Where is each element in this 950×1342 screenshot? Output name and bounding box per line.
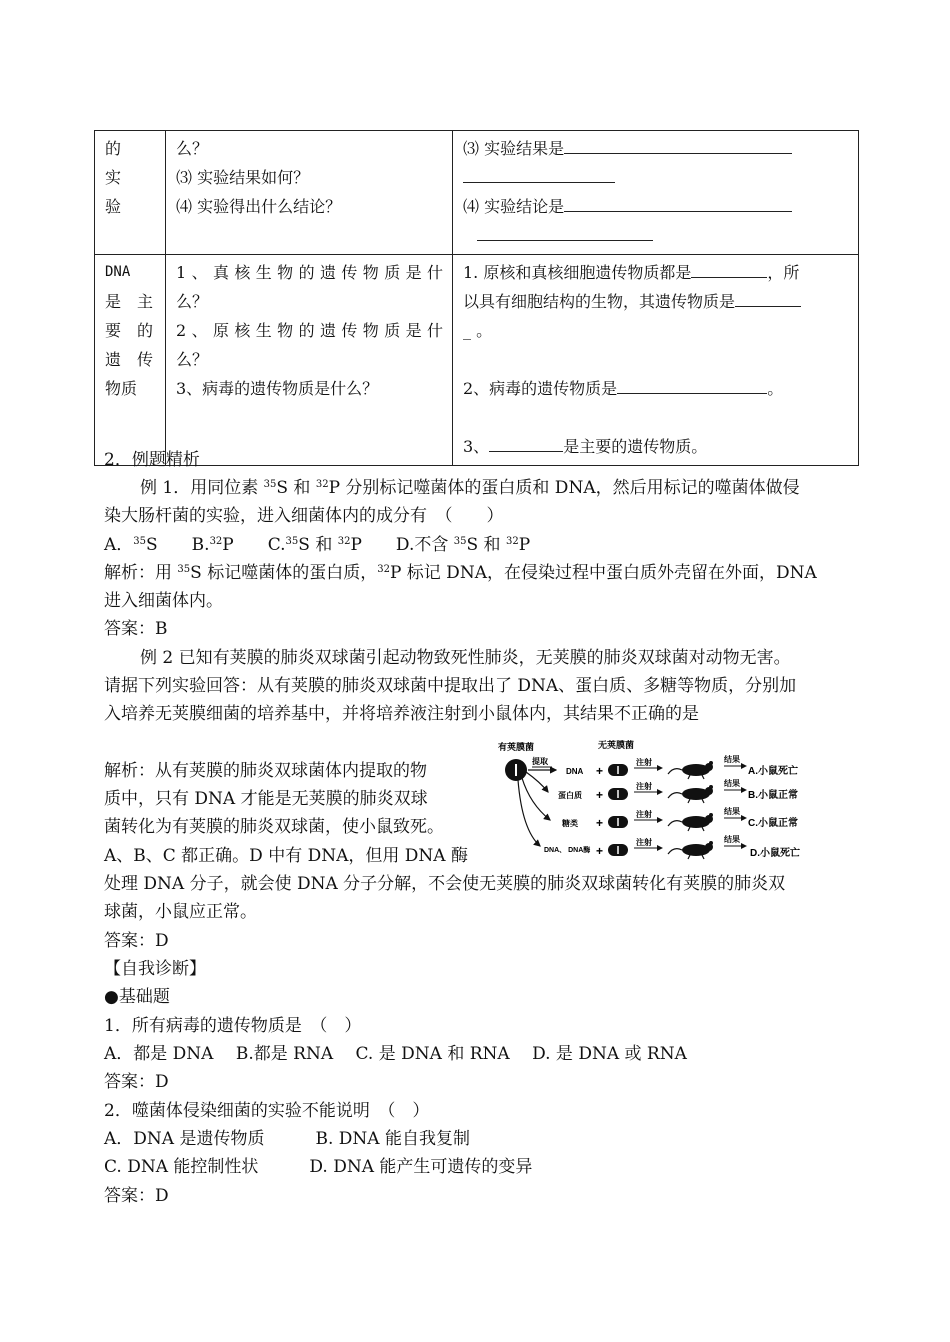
inject-label: 注射 [636, 782, 652, 791]
example-2-analysis: A、B、C 都正确。D 中有 DNA，但用 DNA 酶 [104, 846, 468, 866]
result-label: 结果 [724, 807, 740, 816]
answer-blank[interactable] [489, 432, 563, 452]
answer-blank[interactable] [477, 221, 653, 241]
question-2-answer: 答案：D [104, 1186, 169, 1206]
cell-text: 要 的 [105, 321, 154, 340]
table-row [95, 131, 859, 255]
example-1-analysis: 解析：用 $^{35}$S 标记噬菌体的蛋白质，$^{32}$P 标记 DNA，在侵染过程中蛋白质外壳留在外面，DNA [104, 563, 817, 583]
question-text: 2、原核生物的遗传物质是什 [176, 321, 443, 340]
section-title: 2．例题精析 [104, 450, 200, 470]
question-2-options: A．DNA 是遗传物质 B. DNA 能自我复制 [104, 1129, 470, 1149]
row-sugar [562, 806, 798, 831]
cell-text: 的 [105, 139, 122, 158]
fill-blank-text: 3、 [463, 437, 490, 456]
question-2: 2．噬菌体侵染细菌的实验不能说明 （ ） [104, 1101, 430, 1121]
row-protein [558, 778, 798, 803]
question-1-answer: 答案：D [104, 1072, 169, 1092]
question-text: 3、病毒的遗传物质是什么？ [176, 379, 379, 398]
result-label: 结果 [724, 755, 740, 764]
result-label: 结果 [724, 779, 740, 788]
answer-blank[interactable] [691, 258, 767, 278]
example-1-line: 染大肠杆菌的实验，进入细菌体内的成分有 （ ） [104, 506, 504, 526]
inject-label: 注射 [636, 810, 652, 819]
result-label: 结果 [724, 835, 740, 844]
answer-blank[interactable] [735, 287, 801, 307]
example-2-line: 入培养无荚膜细菌的培养基中，并将培养液注射到小鼠体内，其结果不正确的是 [104, 704, 699, 724]
example-2-analysis: 球菌，小鼠应正常。 [104, 902, 257, 922]
table-cell [166, 131, 453, 255]
table-cell [166, 255, 453, 466]
svg-text:+: + [596, 844, 604, 858]
question-text: 么？ [176, 139, 209, 158]
question-text: 么？ [176, 292, 209, 311]
example-2-analysis: 解析：从有荚膜的肺炎双球菌体内提取的物 [104, 761, 427, 781]
result-text: B.小鼠正常 [748, 790, 798, 801]
inject-label: 注射 [636, 838, 652, 847]
result-text: D.小鼠死亡 [750, 848, 800, 859]
svg-text:+: + [596, 764, 604, 778]
substance-label: DNA、 DNA酶 [544, 847, 591, 854]
substance-label: 糖类 [562, 819, 578, 828]
fill-blank-text: ，所 [767, 263, 800, 282]
question-text: ⑷ 实验得出什么结论？ [176, 197, 342, 216]
top-label: 无荚膜菌 [598, 740, 635, 750]
basic-section-title: ●基础题 [104, 987, 170, 1007]
example-2-analysis: 处理 DNA 分子，就会使 DNA 分子分解，不会使无荚膜的肺炎双球菌转化有荚膜的肺炎双 [104, 874, 786, 894]
example-1-options: A．$^{35}$S B.$^{32}$P C.$^{35}$S 和 $^{32}$P D.不含 $^{35}$S 和 $^{32}$P [104, 535, 531, 555]
example-2-answer: 答案：D [104, 931, 169, 951]
svg-text:+: + [596, 816, 604, 830]
row-dna-enzyme [544, 834, 800, 859]
experiment-figure [496, 740, 830, 864]
example-1-answer: 答案：B [104, 619, 168, 639]
fill-blank-text: ⑶ 实验结果是 [463, 139, 565, 158]
fill-blank-text: 。 [767, 379, 784, 398]
fill-blank-text: 是主要的遗传物质。 [563, 437, 708, 456]
substance-label: DNA [566, 767, 584, 776]
fill-blank-text: 以具有细胞结构的生物，其遗传物质是 [463, 292, 736, 311]
example-2-analysis: 质中，只有 DNA 才能是无荚膜的肺炎双球 [104, 789, 428, 809]
cell-text: DNA [105, 264, 131, 280]
cell-text: 实 [105, 168, 122, 187]
cell-text: 是 主 [105, 292, 154, 311]
example-1-line: 例 1．用同位素 $^{35}$S 和 $^{32}$P 分别标记噬菌体的蛋白质和 DNA，然后用标记的噬菌体做侵 [140, 478, 800, 498]
table-cell [95, 255, 166, 466]
left-label: 有荚膜菌 [498, 742, 535, 752]
example-2-line: 请据下列实验回答：从有荚膜的肺炎双球菌中提取出了 DNA、蛋白质、多糖等物质，分别加 [104, 676, 797, 696]
inject-label: 注射 [636, 758, 652, 767]
substance-label: 蛋白质 [558, 791, 582, 800]
question-1: 1．所有病毒的遗传物质是 （ ） [104, 1016, 362, 1036]
example-1-analysis: 进入细菌体内。 [104, 591, 223, 611]
result-text: A.小鼠死亡 [748, 766, 798, 777]
fill-blank-text: _ 。 [463, 321, 493, 340]
question-1-options: A．都是 DNA B.都是 RNA C. 是 DNA 和 RNA D. 是 DNA 或 RNA [104, 1044, 687, 1064]
row-dna [566, 754, 798, 779]
question-text: ⑶ 实验结果如何？ [176, 168, 310, 187]
table-cell [95, 131, 166, 255]
table-cell [453, 255, 859, 466]
extract-label: 提取 [532, 757, 548, 766]
answer-blank[interactable] [564, 192, 792, 212]
table-cell [453, 131, 859, 255]
result-text: C.小鼠正常 [748, 818, 798, 829]
svg-text:+: + [596, 788, 604, 802]
cell-text: 物质 [105, 379, 138, 398]
example-2-analysis: 菌转化为有荚膜的肺炎双球菌，使小鼠致死。 [104, 817, 444, 837]
fill-blank-text: 1. 原核和真核细胞遗传物质都是 [463, 263, 692, 282]
answer-blank[interactable] [617, 374, 767, 394]
cell-text: 遗 传 [105, 350, 154, 369]
question-2-options: C. DNA 能控制性状 D. DNA 能产生可遗传的变异 [104, 1157, 533, 1177]
answer-blank[interactable] [564, 134, 792, 154]
answer-blank[interactable] [463, 163, 615, 183]
self-diagnosis-title: 【自我诊断】 [104, 959, 206, 979]
question-text: 么？ [176, 350, 209, 369]
question-text: 1、真核生物的遗传物质是什 [176, 263, 443, 282]
fill-blank-text: ⑷ 实验结论是 [463, 197, 565, 216]
fill-blank-text: 2、病毒的遗传物质是 [463, 379, 618, 398]
cell-text: 验 [105, 197, 122, 216]
table-row [95, 255, 859, 466]
example-2-line: 例 2 已知有荚膜的肺炎双球菌引起动物致死性肺炎，无荚膜的肺炎双球菌对动物无害。 [140, 648, 791, 668]
summary-table [94, 130, 859, 466]
